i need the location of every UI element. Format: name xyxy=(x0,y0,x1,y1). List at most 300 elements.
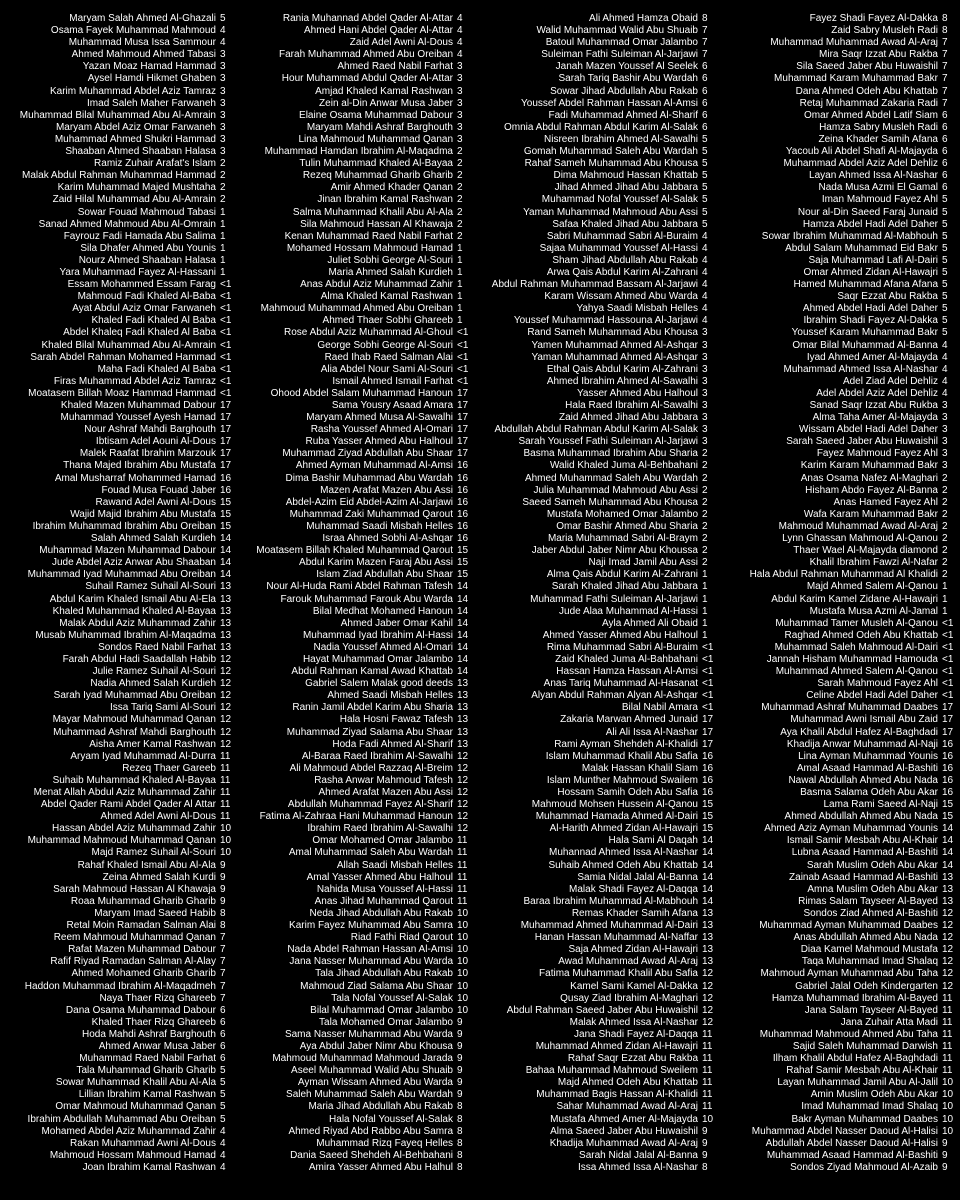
list-entry xyxy=(245,1138,467,1150)
list-entry xyxy=(482,509,712,521)
list-entry xyxy=(245,775,467,787)
person-name: Malak Hassan Khalil Siam xyxy=(581,762,698,774)
person-name: Mahmoud Fadi Khaled Al-Baba xyxy=(77,291,216,303)
name-column-3 xyxy=(482,13,712,1174)
list-entry xyxy=(5,690,230,702)
person-age: 6 xyxy=(220,1028,226,1040)
person-age: 2 xyxy=(702,448,708,460)
person-age: 15 xyxy=(457,557,469,569)
list-entry xyxy=(245,303,467,315)
person-name: Muhammad Ahmed Muhammad Al-Dairi xyxy=(520,920,698,932)
person-name: Anas Abdullah Ahmed Abu Nada xyxy=(793,932,938,944)
list-entry xyxy=(482,400,712,412)
list-entry xyxy=(482,521,712,533)
person-age: 17 xyxy=(220,412,232,424)
person-name: Karim Muhammad Abdel Aziz Tamraz xyxy=(50,85,216,97)
list-entry xyxy=(245,37,467,49)
list-entry xyxy=(725,521,952,533)
person-age: 6 xyxy=(942,121,948,133)
person-name: Zainab Asaad Hammad Al-Bashiti xyxy=(789,871,938,883)
list-entry xyxy=(482,678,712,690)
list-entry xyxy=(725,727,952,739)
person-name: Sajid Saleh Muhammad Darwish xyxy=(792,1040,938,1052)
person-name: Ahmed Muhammad Saleh Abu Wardah xyxy=(524,472,698,484)
person-age: <1 xyxy=(457,363,469,375)
person-name: Hossam Samih Odeh Abu Safia xyxy=(557,787,698,798)
person-name: Majd Ramez Suhail Al-Souri xyxy=(91,847,216,859)
person-age: 16 xyxy=(220,484,232,496)
list-entry xyxy=(5,376,230,388)
person-name: Muhannad Ahmed Issa Al-Nashar xyxy=(549,847,698,859)
person-name: Sila Mahmoud Hassan Al Khawaja xyxy=(300,218,453,230)
person-name: Muhammad Hamada Ahmed Al-Dairi xyxy=(535,811,698,823)
list-entry xyxy=(725,231,952,243)
list-entry xyxy=(482,835,712,847)
list-entry xyxy=(5,219,230,231)
person-name: Zein al-Din Anwar Musa Jaber xyxy=(319,97,453,109)
list-entry xyxy=(482,13,712,25)
list-entry xyxy=(5,327,230,339)
person-age: 4 xyxy=(942,351,948,363)
list-entry xyxy=(482,1150,712,1162)
person-name: Saja Ahmed Zidan Al-Hawajri xyxy=(568,944,698,956)
person-name: Maryam Ahmed Musa Al-Sawalhi xyxy=(306,412,453,424)
person-name: Jana Zuhair Atta Madi xyxy=(840,1016,938,1028)
list-entry xyxy=(5,956,230,968)
person-name: Nour Ashraf Mahdi Barghouth xyxy=(84,424,216,436)
person-name: Rania Muhannad Abdel Qader Al-Attar xyxy=(282,13,453,24)
person-age: 4 xyxy=(702,291,708,303)
person-age: 17 xyxy=(702,738,714,750)
person-age: 14 xyxy=(220,533,232,545)
list-entry xyxy=(725,666,952,678)
list-entry xyxy=(5,981,230,993)
person-age: 12 xyxy=(220,726,232,738)
list-entry xyxy=(482,122,712,134)
list-entry xyxy=(5,497,230,509)
person-name: Maha Fadi Khaled Al Baba xyxy=(97,363,216,375)
person-age: 12 xyxy=(702,992,714,1004)
list-entry xyxy=(245,811,467,823)
list-entry xyxy=(482,364,712,376)
list-entry xyxy=(482,134,712,146)
person-age: 2 xyxy=(702,460,708,472)
person-age: 2 xyxy=(457,182,463,194)
list-entry xyxy=(725,485,952,497)
person-name: Riad Fathi Riad Qarout xyxy=(350,932,453,944)
person-age: 9 xyxy=(942,1137,948,1149)
list-entry xyxy=(482,727,712,739)
list-entry xyxy=(482,49,712,61)
person-age: 9 xyxy=(457,1040,463,1052)
person-name: Ahmed Aziz Ayman Muhammad Younis xyxy=(764,823,938,835)
person-name: Lynn Ghassan Mahmoud Al-Qanou xyxy=(782,533,938,545)
person-name: Khadija Muhammad Awad Al-Araj xyxy=(549,1137,698,1149)
person-name: Sanad Saqr Izzat Abu Rukba xyxy=(809,400,938,411)
person-name: Muhammad Mahmoud Ahmed Abu Taha xyxy=(759,1028,938,1040)
person-age: 1 xyxy=(702,629,708,641)
list-entry xyxy=(725,932,952,944)
person-age: 1 xyxy=(457,266,463,278)
list-entry xyxy=(245,763,467,775)
person-age: 12 xyxy=(220,738,232,750)
person-name: Ilham Khalil Abdul Hafez Al-Baghdadi xyxy=(772,1053,938,1065)
person-name: Rahaf Khaled Ismail Abu Al-Ala xyxy=(77,859,216,871)
person-age: 7 xyxy=(942,73,948,85)
person-age: 3 xyxy=(220,73,226,85)
list-entry xyxy=(245,412,467,424)
list-entry xyxy=(5,340,230,352)
person-age: 3 xyxy=(220,146,226,158)
list-entry xyxy=(482,714,712,726)
person-age: 16 xyxy=(942,750,954,762)
person-age: 9 xyxy=(942,1149,948,1161)
person-name: Amna Muslim Odeh Abu Akar xyxy=(807,883,938,895)
person-name: Neda Jihad Abdullah Abu Rakab xyxy=(309,907,453,919)
person-name: Essam Mohammed Essam Farag xyxy=(67,279,216,291)
person-name: Sama Yousry Asaad Amara xyxy=(331,400,453,411)
person-name: Ahmed Abdel Hadi Adel Daher xyxy=(802,303,938,315)
person-age: 6 xyxy=(220,1004,226,1016)
list-entry xyxy=(725,678,952,690)
list-entry xyxy=(245,424,467,436)
person-age: 12 xyxy=(942,980,954,992)
person-age: 9 xyxy=(702,1149,708,1161)
person-age: 5 xyxy=(942,218,948,230)
person-name: Yamen Muhammad Ahmed Al-Ashqar xyxy=(531,339,698,351)
person-name: Layan Muhammad Jamil Abu Al-Jalil xyxy=(777,1077,938,1089)
person-age: 12 xyxy=(457,750,469,762)
person-age: 7 xyxy=(220,932,226,944)
list-entry xyxy=(482,557,712,569)
person-name: Muhammad Ahmed Zidan Al-Hawajri xyxy=(535,1040,698,1052)
person-age: 4 xyxy=(220,1161,226,1173)
person-name: Adel Abdel Aziz Adel Dehliz xyxy=(816,387,938,399)
person-name: Gabriel Salem Malak good deeds xyxy=(305,678,453,690)
person-age: 2 xyxy=(942,520,948,532)
list-entry xyxy=(245,448,467,460)
person-name: Baraa Ibrahim Muhammad Al-Mabhouh xyxy=(523,895,698,907)
list-entry xyxy=(5,654,230,666)
list-entry xyxy=(5,1005,230,1017)
list-entry xyxy=(725,376,952,388)
person-name: Rahaf Samir Mesbah Abu Al-Khair xyxy=(786,1065,938,1077)
person-age: 13 xyxy=(457,702,469,714)
person-age: 10 xyxy=(942,1113,954,1125)
person-name: Celine Abdel Hadi Adel Daher xyxy=(806,690,938,702)
person-name: Alyan Abdul Rahman Alyan Al-Ashqar xyxy=(531,690,698,702)
person-age: 17 xyxy=(457,387,469,399)
person-name: Mayar Mahmoud Muhammad Qanan xyxy=(52,714,216,726)
list-entry xyxy=(245,920,467,932)
person-age: 16 xyxy=(457,508,469,520)
person-age: 7 xyxy=(702,49,708,61)
person-age: 16 xyxy=(942,787,954,798)
person-age: 15 xyxy=(457,545,469,557)
person-name: Moatasem Billah Khaled Muhammad Qarout xyxy=(256,545,453,557)
person-age: <1 xyxy=(220,375,232,387)
list-entry xyxy=(482,690,712,702)
list-entry xyxy=(5,569,230,581)
list-entry xyxy=(5,727,230,739)
list-entry xyxy=(245,1053,467,1065)
list-entry xyxy=(482,158,712,170)
list-entry xyxy=(5,823,230,835)
person-age: 12 xyxy=(702,968,714,980)
list-entry xyxy=(245,61,467,73)
list-entry xyxy=(482,618,712,630)
person-age: 4 xyxy=(457,37,463,49)
person-name: Alma Qais Abdul Karim Al-Zahrani xyxy=(546,569,698,581)
person-name: Rezeq Thaer Gareeb xyxy=(122,762,216,774)
list-entry xyxy=(482,775,712,787)
list-entry xyxy=(725,545,952,557)
person-age: 5 xyxy=(220,1077,226,1089)
list-entry xyxy=(482,1005,712,1017)
list-entry xyxy=(5,509,230,521)
list-entry xyxy=(482,654,712,666)
person-name: Ahmed Ibrahim Ahmed Al-Sawalhi xyxy=(546,375,698,387)
person-name: Bilal Muhammad Omar Jalambo xyxy=(310,1004,453,1016)
person-age: <1 xyxy=(702,690,714,702)
list-entry xyxy=(482,315,712,327)
person-age: 6 xyxy=(942,170,948,182)
list-entry xyxy=(725,352,952,364)
list-entry xyxy=(245,835,467,847)
person-age: <1 xyxy=(457,339,469,351)
person-name: Dima Bashir Muhammad Abu Wardah xyxy=(285,472,453,484)
person-name: Julie Ramez Suhail Al-Souri xyxy=(92,666,216,678)
list-entry xyxy=(482,594,712,606)
person-name: Mazen Arafat Mazen Abu Assi xyxy=(320,484,453,496)
person-age: 4 xyxy=(457,13,463,24)
person-age: <1 xyxy=(220,351,232,363)
person-name: Mustafa Musa Azmi Al-Jamal xyxy=(809,605,938,617)
person-name: Sajaa Muhammad Youssef Al-Hassi xyxy=(539,242,698,254)
person-name: Basma Muhammad Ibrahim Abu Sharia xyxy=(523,448,698,460)
person-name: Jihad Ahmed Jihad Abu Jabbara xyxy=(554,182,698,194)
list-entry xyxy=(725,787,952,799)
person-name: Ahmed Mahmoud Ahmed Tabasi xyxy=(71,49,216,61)
person-age: 4 xyxy=(457,25,463,37)
list-entry xyxy=(725,49,952,61)
list-entry xyxy=(725,606,952,618)
person-age: 17 xyxy=(457,448,469,460)
list-entry xyxy=(725,872,952,884)
list-entry xyxy=(5,146,230,158)
person-name: Sham Jihad Abdullah Abu Rakab xyxy=(552,254,698,266)
list-entry xyxy=(482,1138,712,1150)
person-name: Rahaf Saqr Ezzat Abu Rakba xyxy=(567,1053,698,1065)
list-entry xyxy=(5,666,230,678)
list-entry xyxy=(245,219,467,231)
person-name: Safaa Khaled Jihad Abu Jabbara xyxy=(552,218,698,230)
person-age: 7 xyxy=(702,25,708,37)
person-name: Firas Muhammad Abdel Aziz Tamraz xyxy=(53,375,216,387)
person-age: 14 xyxy=(457,666,469,678)
person-age: 14 xyxy=(220,545,232,557)
person-name: Omar Mahmoud Muhammad Qanan xyxy=(55,1101,216,1113)
person-age: 5 xyxy=(942,206,948,218)
person-age: 16 xyxy=(457,460,469,472)
list-entry xyxy=(245,158,467,170)
person-name: Abdul Karim Khaled Ismail Abu Al-Ela xyxy=(49,593,216,605)
list-entry xyxy=(482,231,712,243)
person-age: 1 xyxy=(457,279,463,291)
person-age: 9 xyxy=(702,1125,708,1137)
person-age: 16 xyxy=(457,484,469,496)
person-name: Roaa Muhammad Gharib Gharib xyxy=(70,895,216,907)
person-age: 7 xyxy=(220,980,226,992)
person-name: Muhammad Iyad Ibrahim Al-Hassi xyxy=(302,629,453,641)
person-name: Lina Ayman Muhammad Younis xyxy=(798,750,938,762)
list-entry xyxy=(245,400,467,412)
person-age: 3 xyxy=(220,49,226,61)
list-entry xyxy=(725,1150,952,1162)
person-age: 10 xyxy=(457,920,469,932)
list-entry xyxy=(482,473,712,485)
list-entry xyxy=(245,799,467,811)
person-age: 5 xyxy=(220,13,226,24)
person-name: Tala Muhammad Gharib Gharib xyxy=(76,1065,216,1077)
person-age: 4 xyxy=(702,266,708,278)
person-age: 11 xyxy=(220,799,231,811)
list-entry xyxy=(245,1101,467,1113)
person-age: 2 xyxy=(457,146,463,158)
list-entry xyxy=(245,231,467,243)
person-name: Amin Muslim Odeh Abu Akar xyxy=(810,1089,938,1101)
person-name: Saeed Sameh Muhammad Abu Khousa xyxy=(522,496,698,508)
person-age: 4 xyxy=(942,363,948,375)
person-age: 9 xyxy=(457,1016,463,1028)
person-age: 15 xyxy=(942,811,954,823)
person-age: 14 xyxy=(702,895,714,907)
person-name: Qusay Ziad Ibrahim Al-Maghari xyxy=(560,992,698,1004)
list-entry xyxy=(482,751,712,763)
person-age: 13 xyxy=(702,956,714,968)
list-entry xyxy=(482,993,712,1005)
person-name: Hala Nofal Youssef Al-Salak xyxy=(329,1113,453,1125)
list-entry xyxy=(5,944,230,956)
list-entry xyxy=(725,557,952,569)
list-entry xyxy=(5,1017,230,1029)
list-entry xyxy=(482,642,712,654)
person-name: Muhammad Abdel Nasser Daoud Al-Halisi xyxy=(751,1125,938,1137)
person-name: Bahaa Muhammad Mahmoud Sweilem xyxy=(525,1065,698,1077)
person-name: Mohamed Hossam Mahmoud Hamad xyxy=(286,242,453,254)
person-age: 15 xyxy=(942,799,954,811)
person-name: Sarah Tariq Bashir Abu Wardah xyxy=(558,73,698,85)
person-age: <1 xyxy=(942,666,954,678)
list-entry xyxy=(5,533,230,545)
list-entry xyxy=(5,122,230,134)
list-entry xyxy=(245,666,467,678)
list-entry xyxy=(245,473,467,485)
list-entry xyxy=(5,279,230,291)
person-name: Khaled Bilal Muhammad Abu Al-Amrain xyxy=(41,339,216,351)
list-entry xyxy=(5,1077,230,1089)
person-name: Naya Thaer Rizq Ghareeb xyxy=(99,992,216,1004)
list-entry xyxy=(482,968,712,980)
list-entry xyxy=(725,594,952,606)
person-name: Youssef Abdel Rahman Hassan Al-Amsi xyxy=(521,97,698,109)
person-age: 12 xyxy=(457,799,469,811)
list-entry xyxy=(482,340,712,352)
list-entry xyxy=(5,1089,230,1101)
list-entry xyxy=(245,581,467,593)
person-age: 12 xyxy=(220,702,232,714)
person-name: Suhaib Ahmed Odeh Abu Khattab xyxy=(548,859,698,871)
list-entry xyxy=(482,73,712,85)
person-name: Iman Mahmoud Fayez Ahl xyxy=(821,194,938,206)
list-entry xyxy=(482,981,712,993)
list-entry xyxy=(245,279,467,291)
person-name: Kamel Sami Kamel Al-Dakka xyxy=(570,980,698,992)
person-age: 13 xyxy=(702,920,714,932)
list-entry xyxy=(5,400,230,412)
list-entry xyxy=(5,182,230,194)
list-entry xyxy=(482,291,712,303)
list-entry xyxy=(5,799,230,811)
person-name: Imad Muhammad Imad Shalaq xyxy=(801,1101,938,1113)
person-name: Anas Abdul Aziz Muhammad Zahir xyxy=(300,279,453,291)
person-age: 12 xyxy=(457,762,469,774)
list-entry xyxy=(482,702,712,714)
person-name: Amal Musharraf Mohammed Hamad xyxy=(54,472,216,484)
person-age: 11 xyxy=(942,1040,953,1052)
list-entry xyxy=(725,400,952,412)
person-age: 5 xyxy=(702,218,708,230)
list-entry xyxy=(5,364,230,376)
person-name: Karim Fayez Muhammad Abu Samra xyxy=(289,920,453,932)
list-entry xyxy=(482,956,712,968)
person-age: 5 xyxy=(942,242,948,254)
person-name: Abdul Karim Kamel Zidane Al-Hawajri xyxy=(771,593,938,605)
person-name: Maryam Imad Saeed Habib xyxy=(94,907,216,919)
list-entry xyxy=(245,702,467,714)
person-age: 12 xyxy=(220,690,232,702)
person-name: Allah Saadi Misbah Helles xyxy=(336,859,453,871)
person-name: Lillian Ibrahim Kamal Rashwan xyxy=(78,1089,216,1101)
person-age: 11 xyxy=(457,835,468,847)
list-entry xyxy=(245,1041,467,1053)
list-entry xyxy=(5,291,230,303)
person-name: Tulin Muhammad Khaled Al-Bayaa xyxy=(299,158,453,170)
person-age: 2 xyxy=(702,496,708,508)
person-age: 9 xyxy=(457,1089,463,1101)
person-age: 12 xyxy=(942,944,954,956)
person-name: Rawand Adel Awni Al-Dous xyxy=(95,496,216,508)
person-name: Zeina Khader Samih Afana xyxy=(818,133,938,145)
person-name: Remas Khader Samih Afana xyxy=(571,907,698,919)
person-age: 1 xyxy=(220,230,226,242)
person-name: Ahmed Mohamed Gharib Gharib xyxy=(71,968,216,980)
person-age: 11 xyxy=(220,787,231,798)
person-age: 15 xyxy=(220,508,232,520)
list-entry xyxy=(725,533,952,545)
person-age: 1 xyxy=(702,569,708,581)
person-age: 11 xyxy=(702,1101,713,1113)
list-entry xyxy=(725,1114,952,1126)
list-entry xyxy=(482,219,712,231)
person-name: Hamza Abdel Hadi Adel Daher xyxy=(802,218,938,230)
person-name: Muhammad Zaki Muhammad Qarout xyxy=(289,508,453,520)
person-age: 9 xyxy=(457,1028,463,1040)
person-age: 5 xyxy=(220,1101,226,1113)
person-age: 4 xyxy=(220,25,226,37)
person-name: Rima Muhammad Sabri Al-Buraim xyxy=(546,641,698,653)
person-age: 16 xyxy=(942,774,954,786)
